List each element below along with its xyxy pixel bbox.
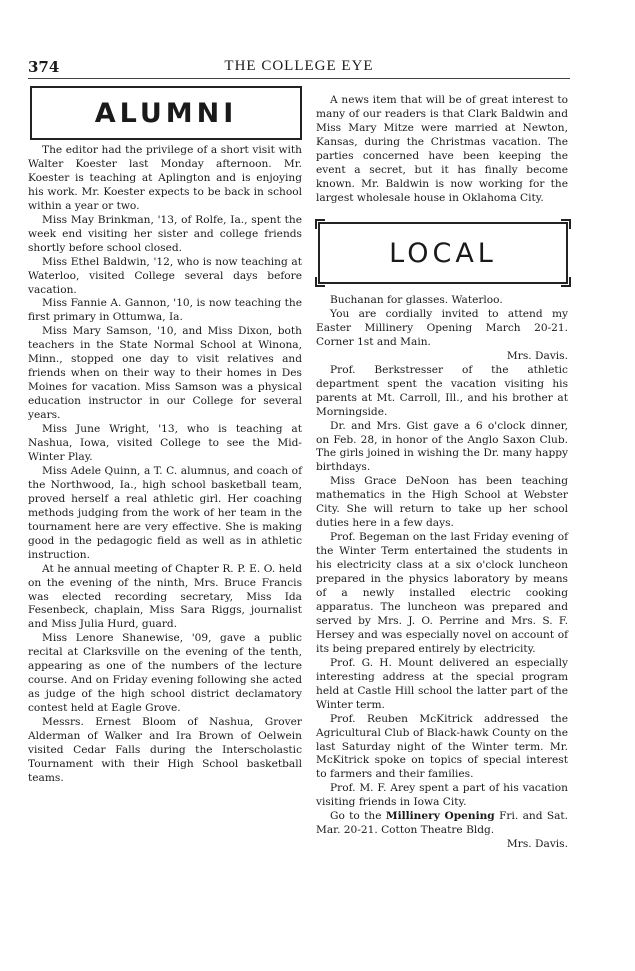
article-paragraph: A news item that will be of great interest to many of our readers is that Clark Baldwin and Miss Mary Mitze were married at Newton, Kansas, during the Christmas vacation. The parties concerned have been keeping the event a secret, but it has finally become known. Mr. Baldwin is now working for the largest wholesale house in Oklahoma City. [316,94,568,204]
article-paragraph: Miss Lenore Shanewise, '09, gave a public recital at Clarksville on the evening of the tenth, appearing as one of the numbers of the lecture course. And on Friday evening following she acted as judge of the high school district declamatory contest held at Eagle Grove. [28,632,302,715]
article-paragraph: Prof. Berkstresser of the athletic department spent the vacation visiting his parents at Mt. Carroll, Ill., and his brother at Morningside. [316,363,568,418]
ad-text: Fri. and Sat. Mar. 20-21. Cotton Theatre Bldg. [316,810,569,837]
article-paragraph: Prof. M. F. Arey spent a part of his vacation visiting friends in Iowa City. [316,782,568,809]
advertisement: Buchanan for glasses. Waterloo. [330,294,503,306]
article-paragraph: Miss June Wright, '13, who is teaching at Nashua, Iowa, visited College to see the Mid-Winter Play. [28,423,302,463]
alumni-heading: ALUMNI [94,97,238,129]
local-column [316,294,568,852]
local-heading: LOCAL [389,237,497,269]
article-paragraph: Messrs. Ernest Bloom of Nashua, Grover Alderman of Walker and Ira Brown of Oelwein visited Cedar Falls during the Interscholastic Tournament with their High School basketball teams. [28,716,302,784]
advertisement: You are cordially invited to attend my Easter Millinery Opening March 20-21. Corner 1st and Main. [316,307,568,348]
article-paragraph: Miss Adele Quinn, a T. C. alumnus, and coach of the Northwood, Ia., high school basketball team, proved herself a real athletic girl. Her coaching methods judging from the work of her team in the tournament here are very effective. She is making good in the pedagogic field as well as in athletic instruction. [28,464,302,561]
page-header [28,58,570,79]
corner-ornament-icon [561,277,571,287]
article-paragraph: Miss Ethel Baldwin, '12, who is now teaching at Waterloo, visited College several days before vacation. [28,255,302,296]
corner-ornament-icon [561,219,571,229]
alumni-heading-box [30,86,302,140]
article-paragraph: At he annual meeting of Chapter R. P. E. O. held on the evening of the ninth, Mrs. Bruce Francis was elected recording secretary, Miss Ida Fesenbeck, chaplain, Miss Sara Riggs, journalist and Miss Julia Hurd, guard. [28,562,302,631]
article-paragraph: Miss Grace DeNoon has been teaching mathematics in the High School at Webster City. She will return to take up her school duties here in a few days. [316,475,568,530]
local-heading-box [318,222,568,284]
article-paragraph: Dr. and Mrs. Gist gave a 6 o'clock dinner, on Feb. 28, in honor of the Anglo Saxon Club. The girls joined in wishing the Dr. many happy birthdays. [316,419,568,474]
article-paragraph: The editor had the privilege of a short visit with Walter Koester last Monday afternoon. Mr. Koester is teaching at Aplington and is enjoying his work. Mr. Koester expects to be back in school within a year or two. [28,144,302,212]
article-paragraph: Prof. G. H. Mount delivered an especially interesting address at the special program held at Castle Hill school the latter part of the Winter term. [316,656,568,711]
advertisement [316,810,568,838]
corner-ornament-icon [315,219,325,229]
ad-bold-text: Millinery Opening [385,810,495,823]
publication-title: THE COLLEGE EYE [224,58,374,74]
page-number: 374 [28,58,60,76]
article-paragraph: Prof. Begeman on the last Friday evening of the Winter Term entertained the students in his electricity class at a six o'clock luncheon prepared in the physics laboratory by means of a newly installed electric cooking apparatus. The luncheon was prepared and served by Mrs. J. O. Perrine and Mrs. S. F. Hersey and was especially novel on account of its being prepared entirely by electricity. [316,531,568,655]
advertisement-signature: Mrs. Davis. [506,349,568,362]
article-paragraph: Prof. Reuben McKitrick addressed the Agricultural Club of Black-hawk County on the last Saturday night of the Winter term. Mr. McKitrick spoke on topics of special interest to farmers and their families. [316,712,568,781]
article-paragraph: Miss May Brinkman, '13, of Rolfe, Ia., spent the week end visiting her sister and college friends shortly before school closed. [28,213,302,254]
alumni-column-continued [316,94,568,206]
alumni-column [28,144,302,786]
ad-text: Go to the [330,810,382,823]
corner-ornament-icon [315,277,325,287]
advertisement-signature: Mrs. Davis. [506,838,568,851]
article-paragraph: Miss Mary Samson, '10, and Miss Dixon, both teachers in the State Normal School at Winona, Minn., stopped one day to visit relatives and friends when on their way to their homes in Des Moines for vacation. Miss Samson was a physical education instructor in our College for several years. [28,325,302,422]
article-paragraph: Miss Fannie A. Gannon, '10, is now teaching the first primary in Ottumwa, Ia. [28,297,302,324]
